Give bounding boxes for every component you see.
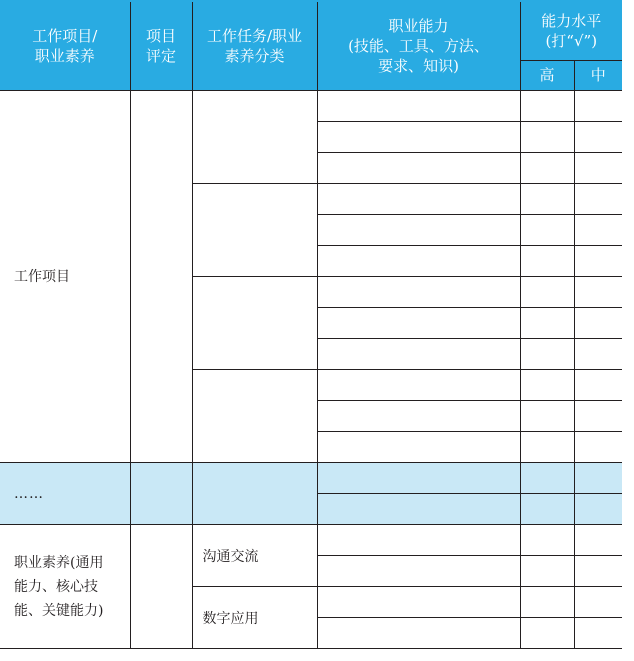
level-high-cell[interactable] — [520, 339, 574, 370]
ability-cell[interactable] — [317, 525, 520, 556]
level-mid-cell[interactable] — [574, 463, 622, 494]
level-high-cell[interactable] — [520, 122, 574, 153]
level-mid-cell[interactable] — [574, 91, 622, 122]
level-high-cell[interactable] — [520, 432, 574, 463]
task-cell[interactable] — [192, 91, 317, 184]
level-high-cell[interactable] — [520, 525, 574, 556]
level-mid-cell[interactable] — [574, 525, 622, 556]
level-mid-cell[interactable] — [574, 122, 622, 153]
level-mid-cell[interactable] — [574, 370, 622, 401]
level-mid-cell[interactable] — [574, 308, 622, 339]
ability-cell[interactable] — [317, 91, 520, 122]
header-professional-ability: 职业能力 (技能、工具、方法、 要求、知识) — [317, 1, 520, 91]
task-digital-application: 数字应用 — [192, 587, 317, 649]
level-mid-cell[interactable] — [574, 277, 622, 308]
header-level-high: 高 — [520, 60, 574, 90]
level-high-cell[interactable] — [520, 463, 574, 494]
task-communication: 沟通交流 — [192, 525, 317, 587]
level-mid-cell[interactable] — [574, 246, 622, 277]
ability-cell[interactable] — [317, 370, 520, 401]
header-project-literacy: 工作项目/ 职业素养 — [0, 1, 130, 91]
table-row — [0, 525, 622, 556]
project-rating-cell[interactable] — [130, 91, 192, 463]
level-mid-cell[interactable] — [574, 618, 622, 649]
project-rating-cell[interactable] — [130, 525, 192, 649]
level-mid-cell[interactable] — [574, 184, 622, 215]
level-mid-cell[interactable] — [574, 215, 622, 246]
level-high-cell[interactable] — [520, 91, 574, 122]
level-high-cell[interactable] — [520, 556, 574, 587]
ability-cell[interactable] — [317, 308, 520, 339]
ability-cell[interactable] — [317, 618, 520, 649]
task-cell[interactable] — [192, 277, 317, 370]
level-mid-cell[interactable] — [574, 556, 622, 587]
task-cell[interactable] — [192, 184, 317, 277]
ability-cell[interactable] — [317, 432, 520, 463]
level-mid-cell[interactable] — [574, 432, 622, 463]
level-mid-cell[interactable] — [574, 153, 622, 184]
more-items-label: …… — [0, 463, 130, 525]
task-cell[interactable] — [192, 370, 317, 463]
ability-cell[interactable] — [317, 556, 520, 587]
header-project-rating: 项目 评定 — [130, 1, 192, 91]
ability-cell[interactable] — [317, 463, 520, 494]
ability-cell[interactable] — [317, 494, 520, 525]
level-high-cell[interactable] — [520, 153, 574, 184]
level-high-cell[interactable] — [520, 401, 574, 432]
level-high-cell[interactable] — [520, 618, 574, 649]
level-high-cell[interactable] — [520, 184, 574, 215]
header-level-mid: 中 — [574, 60, 622, 90]
ability-cell[interactable] — [317, 246, 520, 277]
literacy-label: 职业素养(通用 能力、核心技 能、关键能力) — [0, 525, 130, 649]
work-project-label: 工作项目 — [0, 91, 130, 463]
level-mid-cell[interactable] — [574, 401, 622, 432]
level-high-cell[interactable] — [520, 277, 574, 308]
ability-cell[interactable] — [317, 339, 520, 370]
project-rating-cell[interactable] — [130, 463, 192, 525]
level-high-cell[interactable] — [520, 370, 574, 401]
ability-cell[interactable] — [317, 153, 520, 184]
level-high-cell[interactable] — [520, 246, 574, 277]
table-row — [0, 91, 622, 122]
header-row — [0, 1, 622, 60]
level-high-cell[interactable] — [520, 494, 574, 525]
level-mid-cell[interactable] — [574, 587, 622, 618]
ability-cell[interactable] — [317, 215, 520, 246]
task-cell[interactable] — [192, 463, 317, 525]
level-high-cell[interactable] — [520, 308, 574, 339]
level-high-cell[interactable] — [520, 587, 574, 618]
ability-cell[interactable] — [317, 401, 520, 432]
level-mid-cell[interactable] — [574, 339, 622, 370]
header-ability-level: 能力水平 (打“√”) — [520, 1, 622, 60]
level-mid-cell[interactable] — [574, 494, 622, 525]
level-high-cell[interactable] — [520, 215, 574, 246]
table-row — [0, 463, 622, 494]
header-task-category: 工作任务/职业 素养分类 — [192, 1, 317, 91]
ability-cell[interactable] — [317, 277, 520, 308]
ability-cell[interactable] — [317, 587, 520, 618]
ability-cell[interactable] — [317, 184, 520, 215]
ability-cell[interactable] — [317, 122, 520, 153]
